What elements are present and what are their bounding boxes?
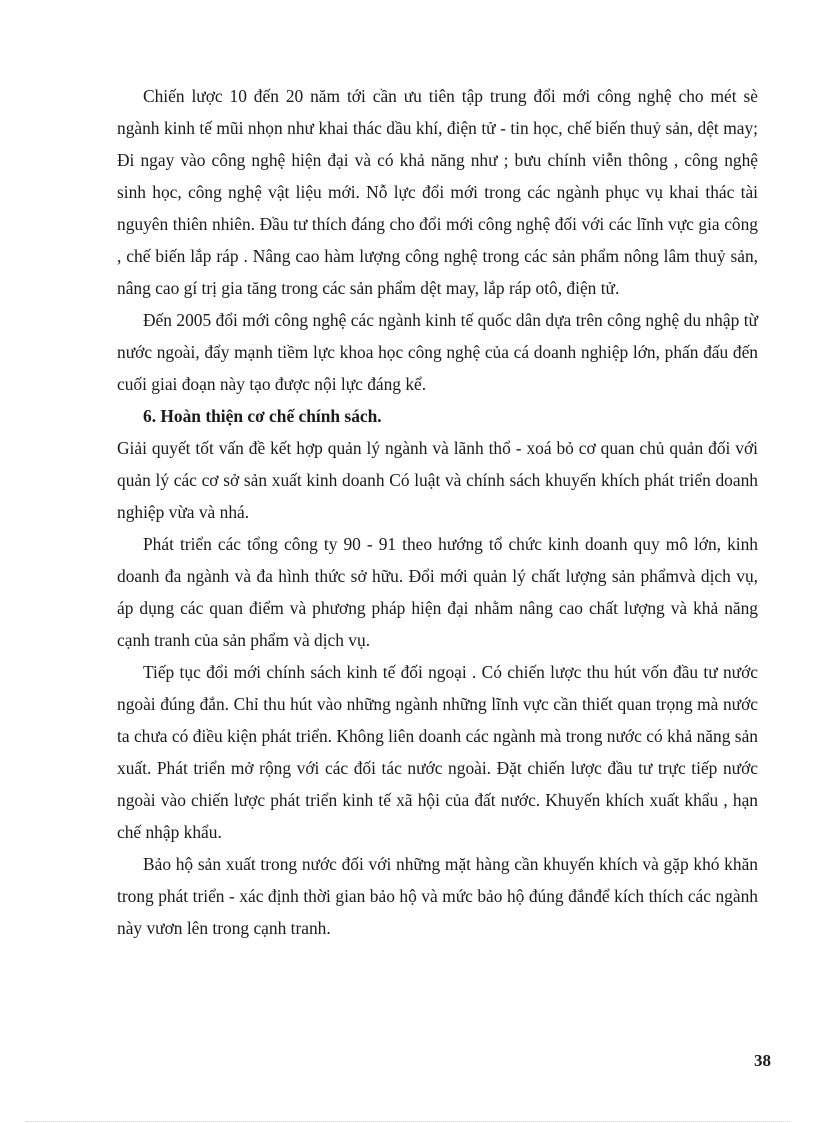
document-body <box>117 80 758 944</box>
paragraph-foreign-policy: Tiếp tục đổi mới chính sách kinh tế đối ngoại . Có chiến lược thu hút vốn đầu tư nước ngoài đúng đắn. Chỉ thu hút vào những ngành những lĩnh vực cần thiết quan trọng mà nước ta chưa có điều kiện phát triển. Không liên doanh các ngành mà trong nước có khả năng sản xuất. Phát triển mở rộng với các đối tác nước ngoài. Đặt chiến lược đầu tư trực tiếp nước ngoài vào chiến lược phát triển kinh tế xã hội của đất nước. Khuyến khích xuất khẩu , hạn chế nhập khẩu. <box>117 662 758 842</box>
paragraph-2005-goals: Đến 2005 đổi mới công nghệ các ngành kinh tế quốc dân dựa trên công nghệ du nhập từ nước ngoài, đẩy mạnh tiềm lực khoa học công nghệ của cá doanh nghiệp lớn, phấn đấu đến cuối giai đoạn này tạo được nội lực đáng kể. <box>117 310 758 394</box>
page-number: 38 <box>754 1051 771 1070</box>
paragraph-protection: Bảo hộ sản xuất trong nước đối với những mặt hàng cần khuyến khích và gặp khó khăn trong phát triển - xác định thời gian bảo hộ và mức bảo hộ đúng đắnđể kích thích các ngành này vươn lên trong cạnh tranh. <box>117 854 758 938</box>
section-heading: 6. Hoàn thiện cơ chế chính sách. <box>143 406 382 426</box>
paragraph-management: Giải quyết tốt vấn đề kết hợp quản lý ngành và lãnh thổ - xoá bỏ cơ quan chủ quản đối với quản lý các cơ sở sản xuất kinh doanh Có luật và chính sách khuyến khích phát triển doanh nghiệp vừa và nhá. <box>117 438 758 522</box>
page-bottom-divider <box>26 1121 790 1122</box>
paragraph-technology-strategy: Chiến lược 10 đến 20 năm tới cần ưu tiên tập trung đổi mới công nghệ cho mét sè ngành kinh tế mũi nhọn như khai thác dầu khí, điện tử - tin học, chế biến thuỷ sản, dệt may; Đi ngay vào công nghệ hiện đại và có khả năng như ; bưu chính viễn thông , công nghệ sinh học, công nghệ vật liệu mới. Nỗ lực đổi mới trong các ngành phục vụ khai thác tài nguyên thiên nhiên. Đầu tư thích đáng cho đổi mới công nghệ đối với các lĩnh vực gia công , chế biến lắp ráp . Nâng cao hàm lượng công nghệ trong các sản phẩm nông lâm thuỷ sản, nâng cao gí trị gia tăng trong các sản phẩm dệt may, lắp ráp otô, điện tử. <box>117 86 758 298</box>
paragraph-corporations: Phát triển các tổng công ty 90 - 91 theo hướng tổ chức kinh doanh quy mô lớn, kinh doanh đa ngành và đa hình thức sở hữu. Đổi mới quản lý chất lượng sản phẩmvà dịch vụ, áp dụng các quan điểm và phương pháp hiện đại nhằm nâng cao chất lượng và khả năng cạnh tranh của sản phẩm và dịch vụ. <box>117 534 758 650</box>
